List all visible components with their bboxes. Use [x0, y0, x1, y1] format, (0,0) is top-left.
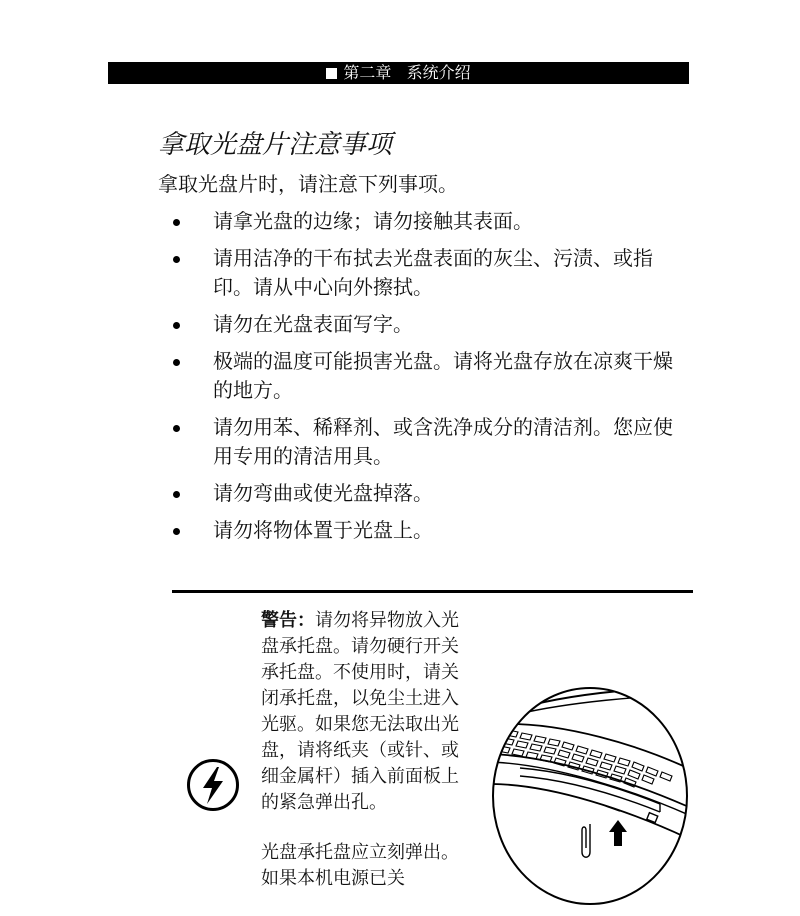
- list-item: [170, 347, 690, 405]
- bullet-icon: [173, 219, 180, 226]
- list-item: [170, 479, 690, 508]
- list-item: [170, 310, 690, 339]
- list-item-text: 请勿将物体置于光盘上。: [213, 518, 433, 542]
- chapter-section-label: 系统介绍: [406, 63, 471, 82]
- bullet-icon: [173, 491, 180, 498]
- chapter-label: 第二章: [343, 63, 392, 82]
- warning-notice: [261, 608, 466, 916]
- section-title: 拿取光盘片注意事项: [158, 130, 393, 160]
- list-item: [170, 516, 690, 545]
- list-item: [170, 413, 690, 471]
- warning-label: 警告：: [261, 610, 315, 631]
- warning-text-continued: 光盘承托盘应立刻弹出。如果本机电源已关: [261, 842, 459, 889]
- laptop-eject-illustration: [490, 684, 690, 905]
- section-divider: [172, 590, 693, 593]
- list-item-text: 请勿在光盘表面写字。: [213, 312, 413, 336]
- list-item-text: 请拿光盘的边缘；请勿接触其表面。: [213, 209, 533, 233]
- square-bullet-icon: [326, 68, 337, 79]
- bullet-icon: [173, 359, 180, 366]
- list-item-text: 请用洁净的干布拭去光盘表面的灰尘、污渍、或指印。请从中心向外擦拭。: [213, 246, 653, 299]
- warning-paragraph: [261, 608, 466, 816]
- bullet-icon: [173, 322, 180, 329]
- list-item-text: 请勿弯曲或使光盘掉落。: [213, 481, 433, 505]
- bullet-icon: [173, 425, 180, 432]
- lightning-warning-icon: [186, 758, 240, 812]
- list-item-text: 极端的温度可能损害光盘。请将光盘存放在凉爽干燥的地方。: [213, 349, 673, 402]
- intro-text: 拿取光盘片时，请注意下列事项。: [158, 172, 458, 196]
- bullet-icon: [173, 528, 180, 535]
- chapter-header-bar: [108, 62, 689, 84]
- precautions-list: [170, 207, 690, 553]
- bullet-icon: [173, 256, 180, 263]
- warning-paragraph-continued: [261, 840, 466, 892]
- warning-text: 请勿将异物放入光盘承托盘。请勿硬行开关承托盘。不使用时，请关闭承托盘，以免尘土进入光驱。如果您无法取出光盘，请将纸夹（或针、或细金属杆）插入前面板上的紧急弹出孔。: [261, 610, 459, 813]
- list-item-text: 请勿用苯、稀释剂、或含洗净成分的清洁剂。您应使用专用的清洁用具。: [213, 415, 673, 468]
- list-item: [170, 244, 690, 302]
- list-item: [170, 207, 690, 236]
